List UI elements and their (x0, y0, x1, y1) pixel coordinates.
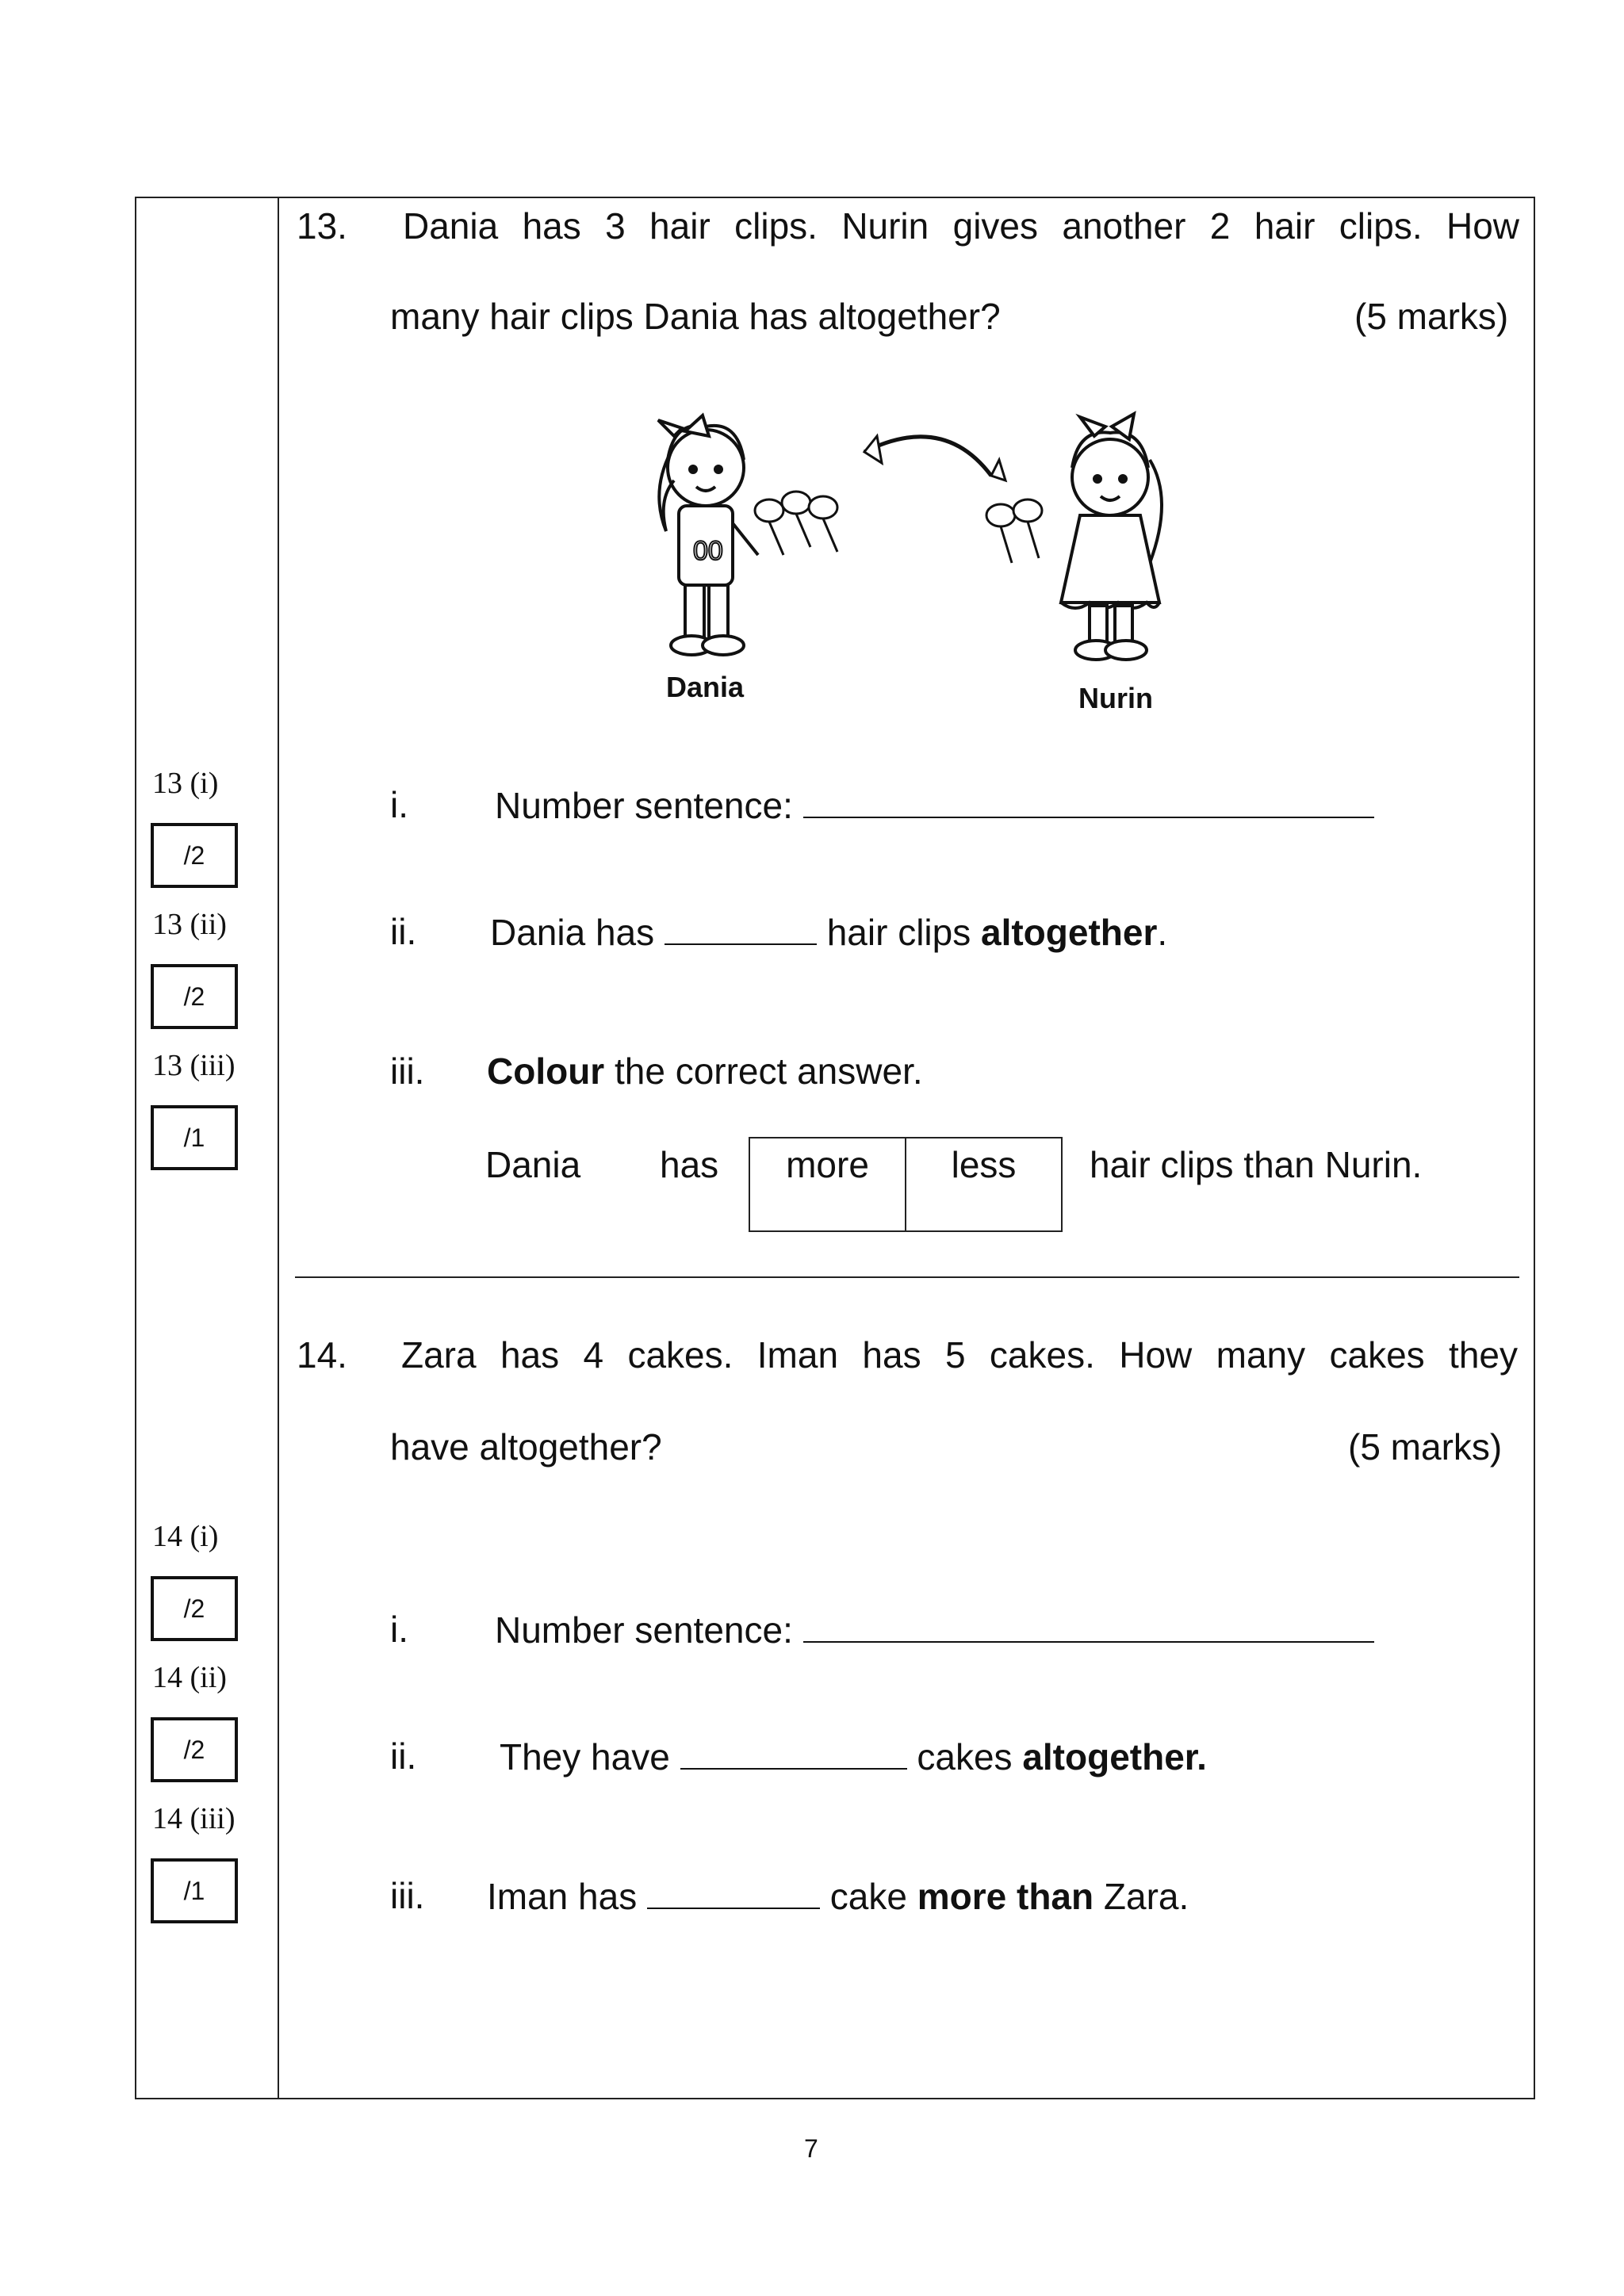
score-box-13-ii (151, 964, 238, 1029)
q13-iii-roman: iii. (390, 1050, 425, 1092)
q14-line1: Zara has 4 cakes. Iman has 5 cakes. How many cakes they (401, 1334, 1518, 1376)
score-box-13-iii (151, 1105, 238, 1170)
q13-number: 13. (297, 205, 347, 247)
page-number: 7 (804, 2134, 818, 2163)
q14-ii-pre: They have (500, 1736, 670, 1777)
score-text: /2 (183, 1735, 205, 1764)
mark-label-13-iii: 13 (iii) (152, 1049, 236, 1082)
q14-number: 14. (297, 1334, 347, 1376)
q14-ii-bold: altogether. (1022, 1736, 1207, 1777)
q13-iii-bold: Colour (487, 1050, 605, 1092)
question-separator (295, 1276, 1519, 1278)
q14-i-label: Number sentence: (495, 1609, 793, 1651)
q13-marks: (5 marks) (1354, 296, 1509, 337)
q13-iii-text: the correct answer. (614, 1050, 923, 1092)
q13-choice-pre2: has (660, 1144, 719, 1185)
choice-more[interactable]: more (786, 1144, 869, 1185)
score-box-14-iii (151, 1858, 238, 1923)
score-box-14-ii (151, 1717, 238, 1782)
girl-dania-icon (658, 415, 758, 655)
q13-line2: many hair clips Dania has altogether? (390, 296, 1001, 337)
q14-iii-end: Zara. (1103, 1876, 1189, 1917)
q13-ii-roman: ii. (390, 911, 417, 952)
mark-label-13-i: 13 (i) (152, 767, 219, 800)
q13-number-sentence-blank[interactable] (803, 786, 1374, 818)
q14-ii-row (500, 1738, 1207, 1775)
q13-ii-pre: Dania has (490, 912, 655, 953)
q13-ii-bold: altogether (981, 912, 1158, 953)
q13-choice-box (749, 1137, 1063, 1232)
q14-iii-row (487, 1877, 1189, 1915)
mark-label-14-i: 14 (i) (152, 1520, 219, 1553)
q14-ii-roman: ii. (390, 1735, 417, 1777)
arrow-icon (864, 437, 991, 476)
hair-clips-nurin-icon (986, 499, 1042, 563)
q14-answer-blank[interactable] (680, 1738, 907, 1770)
q13-answer-blank[interactable] (665, 913, 817, 945)
q14-iii-post: cake (829, 1876, 907, 1917)
q13-line1: Dania has 3 hair clips. Nurin gives another 2 hair clips. How (403, 205, 1519, 247)
score-text: /2 (183, 982, 205, 1011)
q13-i-roman: i. (390, 784, 408, 825)
girl-nurin-icon (1061, 414, 1162, 660)
q14-marks: (5 marks) (1348, 1426, 1503, 1468)
mark-label-13-ii: 13 (ii) (152, 908, 227, 941)
q14-line2: have altogether? (390, 1426, 662, 1468)
margin-divider (278, 197, 279, 2099)
name-label-dania: Dania (666, 671, 745, 703)
q13-ii-row (490, 913, 1167, 951)
mark-label-14-iii: 14 (iii) (152, 1802, 236, 1835)
hair-clips-dania-icon (755, 492, 837, 555)
q14-ii-post: cakes (917, 1736, 1013, 1777)
choice-less[interactable]: less (905, 1138, 1061, 1230)
q14-i-roman: i. (390, 1609, 408, 1650)
q14-number-sentence-blank[interactable] (803, 1611, 1374, 1643)
score-text: /2 (183, 840, 205, 870)
mark-label-14-ii: 14 (ii) (152, 1661, 227, 1694)
score-text: /1 (183, 1123, 205, 1152)
q14-iii-bold: more than (917, 1876, 1094, 1917)
q14-difference-blank[interactable] (647, 1877, 820, 1909)
q13-ii-end: . (1157, 912, 1168, 953)
q14-iii-pre: Iman has (487, 1876, 638, 1917)
score-text: /1 (183, 1876, 205, 1905)
score-box-14-i (151, 1576, 238, 1641)
q14-i-row (495, 1609, 1374, 1651)
name-label-nurin: Nurin (1078, 682, 1153, 714)
q13-choice-pre1: Dania (485, 1144, 581, 1185)
svg-text:00: 00 (693, 536, 723, 566)
score-box-13-i (151, 823, 238, 888)
q13-iii-row (487, 1050, 923, 1092)
q13-i-label: Number sentence: (495, 785, 793, 826)
q13-i-row (495, 786, 1374, 824)
q13-choice-post: hair clips than Nurin. (1090, 1144, 1423, 1185)
q14-iii-roman: iii. (390, 1875, 425, 1916)
hair-clips-illustration (626, 404, 1197, 690)
q13-ii-post: hair clips (826, 912, 971, 953)
score-text: /2 (183, 1594, 205, 1623)
